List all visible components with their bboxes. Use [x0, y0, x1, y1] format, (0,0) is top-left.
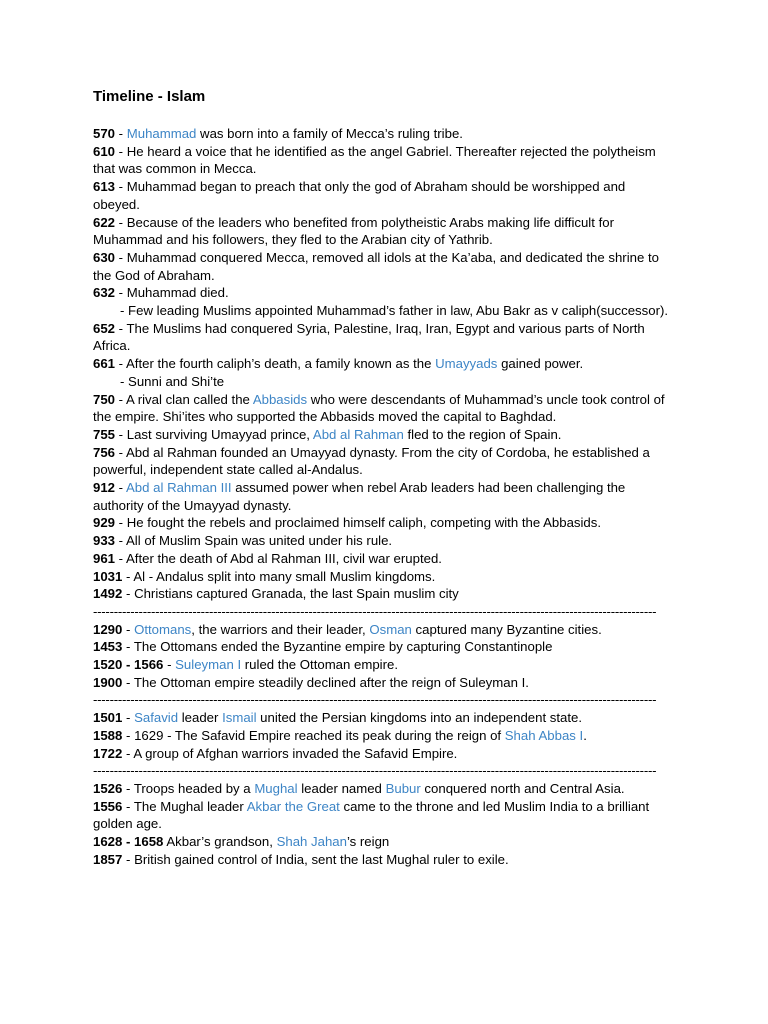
entry-link[interactable]: Safavid	[134, 710, 179, 726]
entry-text: -	[122, 621, 135, 637]
entry-text: was born into a family of Mecca’s ruling tribe.	[196, 126, 463, 141]
entry-year: 1290	[93, 621, 123, 637]
entry-text: .	[583, 727, 587, 743]
entry-text: -	[115, 480, 127, 496]
timeline-entry	[93, 479, 675, 514]
section-separator: ----------------------------------------------------------------------------------------------------------------------------------------	[93, 763, 657, 779]
timeline-entry	[93, 727, 675, 745]
entry-year: 756	[93, 444, 116, 460]
entry-text: ’s reign	[346, 834, 390, 850]
entry-year: 630	[93, 249, 116, 265]
timeline-entry	[93, 143, 675, 178]
entry-year: 1501	[93, 710, 123, 726]
timeline-entry	[93, 532, 675, 550]
timeline-entry	[93, 514, 675, 532]
entry-text: - Christians captured Granada, the last Spain muslim city	[122, 586, 459, 602]
entry-text: - The Muslims had conquered Syria, Palestine, Iraq, Iran, Egypt and various parts of North Africa.	[93, 320, 645, 354]
timeline-entry	[93, 656, 675, 674]
entry-year: 1492	[93, 586, 123, 602]
entry-text: - The Mughal leader	[122, 798, 247, 814]
entry-text: - Abd al Rahman founded an Umayyad dynasty. From the city of Cordoba, he established a powerful, independent state called al-Andalus.	[93, 444, 650, 478]
entry-link[interactable]: Mughal	[254, 780, 298, 796]
entry-text: assumed power when rebel Arab leaders had been challenging the authority of the Umayyad dynasty.	[93, 480, 626, 513]
entry-link[interactable]: Ismail	[222, 710, 257, 726]
entry-year: 929	[93, 515, 116, 531]
entry-text: ruled the Ottoman empire.	[241, 657, 398, 673]
entry-link[interactable]: Suleyman I	[175, 657, 242, 673]
entry-year: 1722	[93, 745, 123, 761]
entry-year: 652	[93, 320, 116, 336]
entry-year: 1857	[93, 851, 123, 867]
timeline-entry	[93, 709, 675, 727]
entry-year: 610	[93, 143, 116, 159]
timeline-section	[93, 125, 675, 603]
entry-text: - Muhammad died.	[115, 285, 229, 301]
timeline-entry	[93, 444, 675, 479]
entry-link[interactable]: Shah Abbas I	[504, 727, 584, 743]
timeline-entry	[93, 798, 675, 833]
section-separator: ----------------------------------------------------------------------------------------------------------------------------------------	[93, 603, 657, 619]
entry-year: 570	[93, 126, 116, 141]
entry-link[interactable]: Abd al Rahman	[312, 426, 404, 442]
timeline-entry	[93, 833, 675, 851]
entry-year: 1556	[93, 798, 123, 814]
entry-text: - Because of the leaders who benefited from polytheistic Arabs making life difficult for Muhammad and his followers, they fled to the Arabian city of Yathrib.	[93, 214, 614, 248]
entry-text: - All of Muslim Spain was united under his rule.	[115, 533, 393, 549]
entry-year: 1453	[93, 639, 123, 655]
timeline-entry	[93, 745, 675, 763]
entry-text: -	[163, 657, 176, 673]
timeline-entry	[93, 568, 675, 586]
entry-text: - A group of Afghan warriors invaded the Safavid Empire.	[122, 745, 458, 761]
entry-link[interactable]: Muhammad	[126, 126, 197, 141]
entry-text: - A rival clan called the	[115, 391, 253, 407]
entry-text: - 1629 - The Safavid Empire reached its peak during the reign of	[122, 727, 505, 743]
document-page	[93, 87, 675, 868]
timeline-entry	[93, 621, 675, 639]
timeline-entry	[93, 674, 675, 692]
section-separator: ----------------------------------------------------------------------------------------------------------------------------------------	[93, 692, 657, 708]
timeline-entry	[93, 249, 675, 284]
timeline-entry	[93, 585, 675, 603]
timeline-section	[93, 621, 675, 692]
entry-text: - The Ottomans ended the Byzantine empire by capturing Constantinople	[122, 639, 553, 655]
entry-link[interactable]: Abd al Rahman III	[126, 480, 232, 496]
entry-year: 933	[93, 533, 116, 549]
entry-text: conquered north and Central Asia.	[420, 780, 625, 796]
entry-text: captured many Byzantine cities.	[411, 621, 602, 637]
entry-link[interactable]: Umayyads	[435, 356, 498, 372]
timeline	[93, 125, 675, 868]
entry-year: 622	[93, 214, 116, 230]
timeline-entry	[93, 550, 675, 568]
timeline-entry	[93, 214, 675, 249]
entry-text: - Sunni and Shi’te	[120, 373, 225, 389]
timeline-subnote	[93, 373, 675, 391]
entry-text: leader	[178, 710, 223, 726]
entry-text: - After the fourth caliph’s death, a family known as the	[115, 356, 436, 372]
entry-link[interactable]: Abbasids	[252, 391, 308, 407]
entry-text: - After the death of Abd al Rahman III, civil war erupted.	[115, 550, 442, 566]
entry-text: - He fought the rebels and proclaimed himself caliph, competing with the Abbasids.	[115, 515, 602, 531]
page-title: Timeline - Islam	[93, 88, 206, 105]
entry-text: , the warriors and their leader,	[191, 621, 370, 637]
entry-text: united the Persian kingdoms into an independent state.	[256, 710, 583, 726]
entry-year: 1588	[93, 727, 123, 743]
entry-year: 1031	[93, 568, 123, 584]
timeline-entry	[93, 851, 675, 869]
entry-year: 961	[93, 550, 116, 566]
entry-text: fled to the region of Spain.	[403, 426, 562, 442]
timeline-subnote	[93, 302, 675, 320]
entry-text: gained power.	[497, 356, 584, 372]
timeline-entry	[93, 355, 675, 373]
entry-text: - Last surviving Umayyad prince,	[115, 426, 313, 442]
entry-text: who were descendants of Muhammad’s uncle took control of the empire. Shi’ites who supported the Abbasids moved the capital to Baghdad.	[93, 391, 665, 425]
entry-link[interactable]: Shah Jahan	[276, 834, 347, 850]
entry-text: - Muhammad conquered Mecca, removed all idols at the Ka’aba, and dedicated the shrine to the God of Abraham.	[93, 249, 659, 283]
entry-text: - Few leading Muslims appointed Muhammad’s father in law, Abu Bakr as v caliph(successor).	[120, 303, 669, 319]
entry-year: 755	[93, 426, 116, 442]
timeline-entry	[93, 780, 675, 798]
entry-text: leader named	[297, 780, 386, 796]
timeline-section	[93, 709, 675, 762]
timeline-entry	[93, 391, 675, 426]
entry-year: 1526	[93, 780, 123, 796]
entry-year: 1520 - 1566	[93, 657, 164, 673]
entry-link[interactable]: Osman	[369, 621, 412, 637]
entry-text: - Troops headed by a	[122, 780, 255, 796]
timeline-entry	[93, 178, 675, 213]
timeline-entry	[93, 320, 675, 355]
timeline-entry	[93, 426, 675, 444]
timeline-section	[93, 780, 675, 869]
timeline-entry	[93, 125, 675, 143]
entry-year: 613	[93, 179, 116, 195]
entry-text: Akbar’s grandson,	[163, 834, 277, 850]
entry-link[interactable]: Bubur	[385, 780, 421, 796]
entry-year: 912	[93, 480, 116, 496]
entry-link[interactable]: Ottomans	[134, 621, 192, 637]
entry-year: 632	[93, 285, 116, 301]
entry-year: 750	[93, 391, 116, 407]
timeline-entry	[93, 638, 675, 656]
entry-text: - British gained control of India, sent the last Mughal ruler to exile.	[122, 851, 509, 867]
entry-text: - He heard a voice that he identified as the angel Gabriel. Thereafter rejected the polytheism that was common in Mecca.	[93, 143, 656, 177]
entry-year: 1900	[93, 674, 123, 690]
entry-year: 1628 - 1658	[93, 834, 164, 850]
entry-text: - Muhammad began to preach that only the god of Abraham should be worshipped and obeyed.	[93, 179, 626, 212]
entry-text: - The Ottoman empire steadily declined after the reign of Suleyman I.	[122, 674, 529, 690]
entry-link[interactable]: Akbar the Great	[246, 798, 340, 814]
entry-text: - Al - Andalus split into many small Muslim kingdoms.	[122, 568, 436, 584]
entry-year: 661	[93, 356, 116, 372]
entry-text: came to the throne and led Muslim India to a brilliant golden age.	[93, 798, 650, 832]
entry-text: -	[122, 710, 135, 726]
timeline-entry	[93, 284, 675, 302]
entry-text: -	[115, 126, 127, 141]
